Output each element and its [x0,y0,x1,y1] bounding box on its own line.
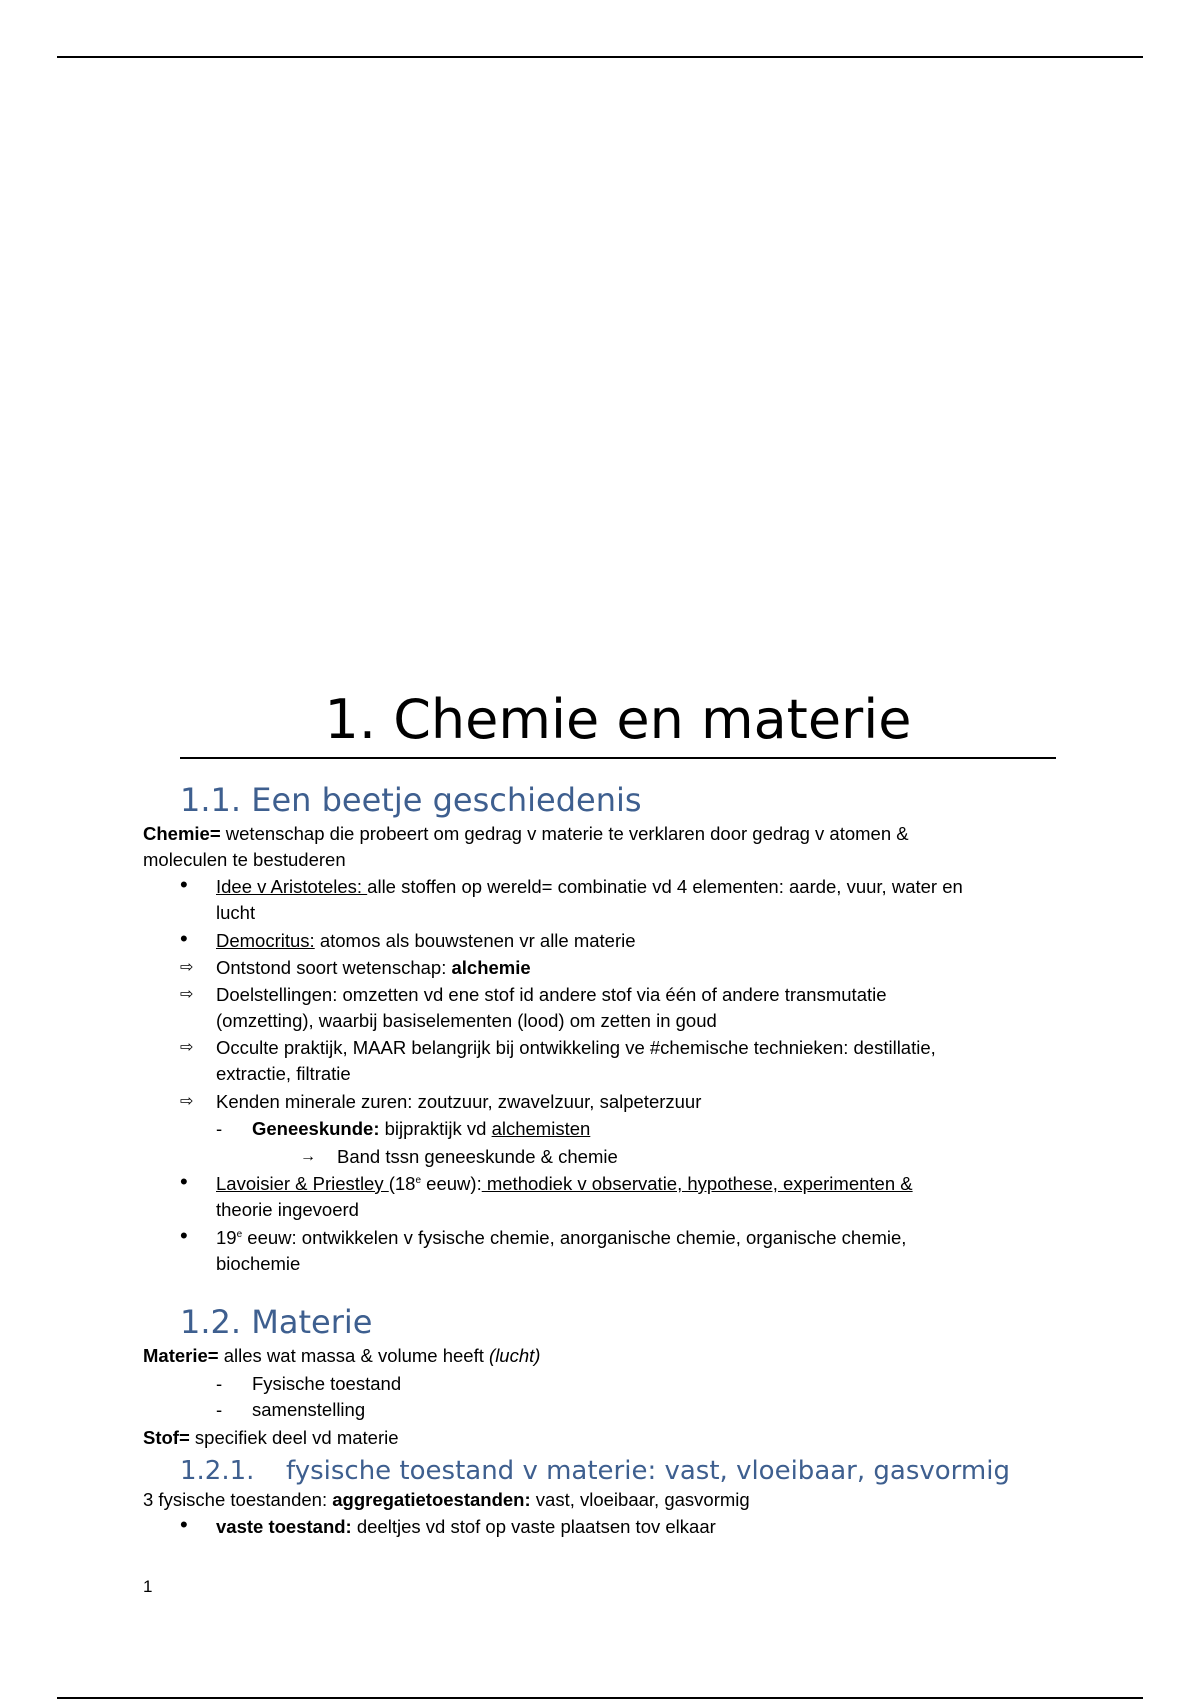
list-item-lavoisier [216,1171,913,1197]
list-item-geneeskunde [252,1116,590,1142]
list-item-band: Band tssn geneeskunde & chemie [337,1146,618,1167]
geneeskunde-label: Geneeskunde: [252,1118,380,1139]
arrow-bullet-icon: ⇨ [180,986,194,1003]
lavoisier-open: (18 [388,1173,416,1194]
header-rule [57,56,1143,58]
list-item-aristoteles [216,874,963,900]
list-item-19e-eeuw-cont: biochemie [216,1253,301,1274]
list-item-19e-eeuw [216,1225,906,1251]
dash-bullet-icon: - [216,1373,223,1394]
aggregatie-text: 3 fysische toestanden: [143,1489,333,1510]
list-item-vaste-toestand [216,1514,716,1540]
chapter-title-underline [180,757,1056,759]
aristoteles-text: alle stoffen op wereld= combinatie vd 4 elementen: aarde, vuur, water en [367,876,963,897]
democritus-text: atomos als bouwstenen vr alle materie [314,930,636,951]
section-heading-1-1: 1.1. Een beetje geschiedenis [180,781,642,819]
materie-example: (lucht) [489,1345,541,1366]
footer-rule [57,1697,1143,1699]
democritus-label: Democritus: [216,930,315,951]
aristoteles-label: Idee v Aristoteles: [216,876,368,897]
definition-chemie [143,821,909,847]
section-heading-1-2: 1.2. Materie [180,1303,373,1341]
century-number: 19 [216,1227,237,1248]
lavoisier-label: Lavoisier & Priestley [216,1173,389,1194]
aggregatie-term: aggregatietoestanden: [332,1489,531,1510]
bullet-icon: • [180,1223,188,1248]
bullet-icon: • [180,926,188,951]
arrow-bullet-icon: ⇨ [180,959,194,976]
term-stof: Stof= [143,1427,190,1448]
alchemie-text: Ontstond soort wetenschap: [216,957,452,978]
list-item-samenstelling: samenstelling [252,1399,366,1420]
chapter-title: 1. Chemie en materie [324,688,912,751]
dash-bullet-icon: - [216,1399,223,1420]
stof-def: specifiek deel vd materie [189,1427,399,1448]
arrow-bullet-icon: ⇨ [180,1039,194,1056]
page-number: 1 [143,1577,153,1596]
bullet-icon: • [180,1169,188,1194]
bullet-icon: • [180,872,188,897]
aggregatie-intro [143,1487,750,1513]
alchemisten-link: alchemisten [491,1118,591,1139]
geneeskunde-text: bijpraktijk vd [379,1118,492,1139]
section-number: 1.2.1. [180,1456,255,1486]
vaste-toestand-text: deeltjes vd stof op vaste plaatsen tov elkaar [351,1516,716,1537]
list-item-zuren: Kenden minerale zuren: zoutzuur, zwavelzuur, salpeterzuur [216,1091,702,1112]
list-item-democritus [216,928,636,954]
aggregatie-rest: vast, vloeibaar, gasvormig [530,1489,750,1510]
vaste-toestand-label: vaste toestand: [216,1516,352,1537]
arrow-bullet-icon: ⇨ [180,1093,194,1110]
lavoisier-mid: eeuw): [421,1173,482,1194]
section-title: fysische toestand v materie: vast, vloeibaar, gasvormig [286,1456,1010,1486]
century-sup: e [236,1228,243,1240]
list-item-occulte-cont: extractie, filtratie [216,1063,351,1084]
section-heading-1-2-1 [180,1455,1010,1487]
definition-materie [143,1343,540,1369]
list-item-aristoteles-cont: lucht [216,902,256,923]
alchemie-term: alchemie [451,957,531,978]
lavoisier-text: methodiek v observatie, hypothese, experimenten & [481,1173,913,1194]
list-item-lavoisier-cont: theorie ingevoerd [216,1199,359,1220]
definition-chemie-cont: moleculen te bestuderen [143,849,346,870]
materie-def: alles wat massa & volume heeft [218,1345,490,1366]
term-materie: Materie= [143,1345,219,1366]
list-item-alchemie [216,955,531,981]
definition-stof [143,1425,399,1451]
century-text: eeuw: ontwikkelen v fysische chemie, anorganische chemie, organische chemie, [242,1227,907,1248]
list-item-doelstellingen-cont: (omzetting), waarbij basiselementen (lood) om zetten in goud [216,1010,717,1031]
lavoisier-sup: e [415,1174,422,1186]
dash-bullet-icon: - [216,1118,223,1139]
list-item-doelstellingen: Doelstellingen: omzetten vd ene stof id andere stof via één of andere transmutatie [216,984,887,1005]
right-arrow-icon: → [300,1148,316,1165]
definition-text: wetenschap die probeert om gedrag v materie te verklaren door gedrag v atomen & [220,823,909,844]
term-chemie: Chemie= [143,823,221,844]
list-item-fysische-toestand: Fysische toestand [252,1373,402,1394]
list-item-occulte: Occulte praktijk, MAAR belangrijk bij ontwikkeling ve #chemische technieken: destillatie, [216,1037,936,1058]
bullet-icon: • [180,1512,188,1537]
